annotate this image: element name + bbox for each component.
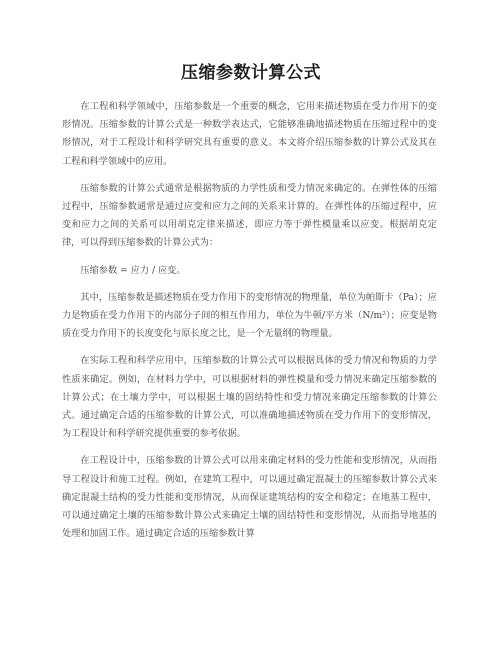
paragraph-intro: 在工程和科学领域中，压缩参数是一个重要的概念，它用来描述物质在受力作用下的变形情况。压缩参数的计算公式是一种数学表达式，它能够准确地描述物质在压缩过程中的变形情况，对于工程设计和科学研究具有重要的意义。本文将介绍压缩参数的计算公式及其在工程和科学领域中的应用。 [62,101,437,167]
paragraph-engineering-design: 在工程设计中，压缩参数的计算公式可以用来确定材料的受力性能和变形情况，从而指导工程设计和施工过程。例如，在建筑工程中，可以通过确定混凝土的压缩参数计算公式来确定混凝土结构的受力性能和变形情况，从而保证建筑结构的安全和稳定；在地基工程中，可以通过确定土壤的压缩参数计算公式来确定土壤的固结特性和变形情况，从而指导地基的处理和加固工作。通过确定合适的压缩参数计算 [62,455,437,540]
paragraph-units: 其中，压缩参数是描述物质在受力作用下的变形情况的物理量，单位为帕斯卡（Pa）；应力是物质在受力作用下的内部分子间的相互作用力，单位为牛顿/平方米（N/m²）；应变是物质在受力作用下的长度变化与原长度之比，是一个无量纲的物理量。 [62,291,437,340]
paragraph-applications: 在实际工程和科学应用中，压缩参数的计算公式可以根据具体的受力情况和物质的力学性质来确定。例如，在材料力学中，可以根据材料的弹性模量和受力情况来确定压缩参数的计算公式；在土壤力学中，可以根据土壤的固结特性和受力情况来确定压缩参数的计算公式。通过确定合适的压缩参数的计算公式，可以准确地描述物质在受力作用下的变形情况，为工程设计和科学研究提供重要的参考依据。 [62,355,437,440]
page-title: 压缩参数计算公式 [181,63,321,83]
formula-line: 压缩参数 = 应力 / 应变。 [80,264,186,276]
document-body [62,98,437,552]
paragraph-hooke-law: 压缩参数的计算公式通常是根据物质的力学性质和受力情况来确定的。在弹性体的压缩过程中，压缩参数通常是通过应变和应力之间的关系来计算的。在弹性体的压缩过程中，应变和应力之间的关系可以用胡克定律来描述，即应力等于弹性模量乘以应变。根据胡克定律，可以得到压缩参数的计算公式为： [62,182,437,249]
